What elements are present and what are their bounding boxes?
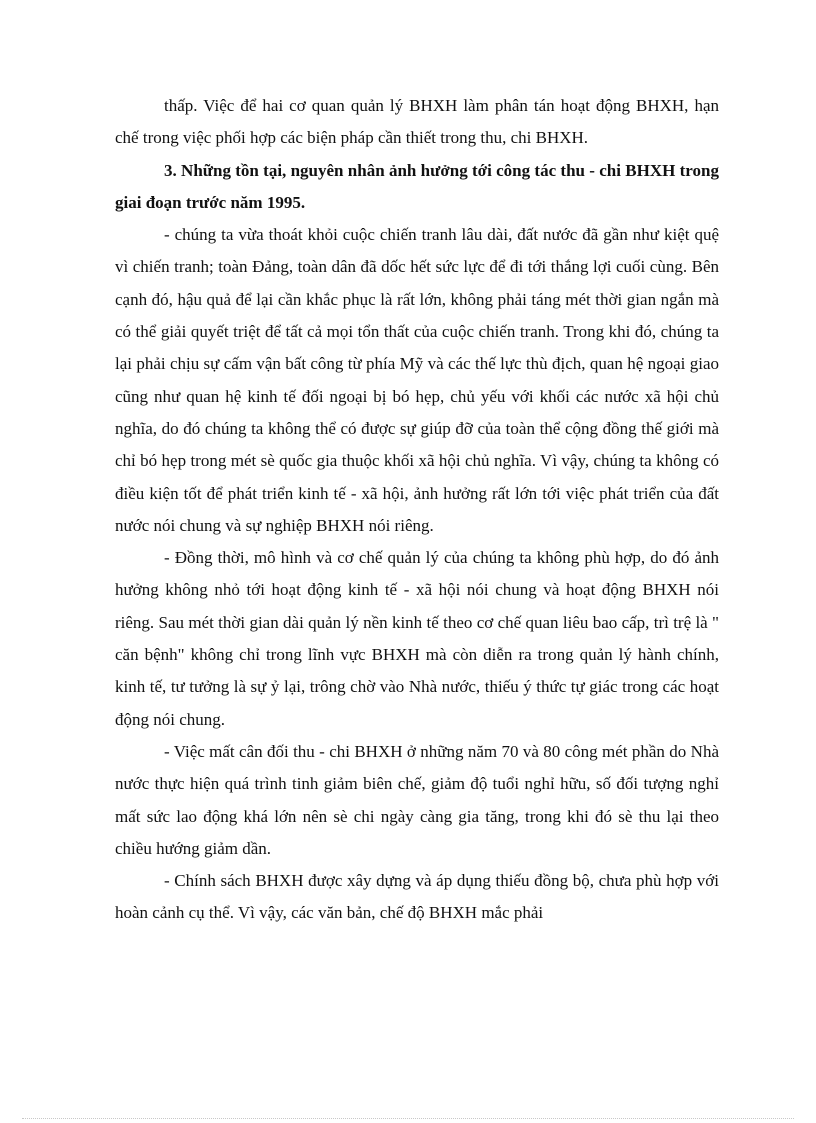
document-body: [115, 90, 719, 930]
paragraph-policy: - Chính sách BHXH được xây dựng và áp dụng thiếu đồng bộ, chưa phù hợp với hoàn cảnh cụ thể. Vì vậy, các văn bản, chế độ BHXH mắc phải: [115, 871, 719, 923]
paragraph-war-aftermath: - chúng ta vừa thoát khỏi cuộc chiến tranh lâu dài, đất nước đã gần như kiệt quệ vì chiến tranh; toàn Đảng, toàn dân đã dốc hết sức lực để đi tới thắng lợi cuối cùng. Bên cạnh đó, hậu quả để lại cần khắc phục là rất lớn, không phải táng mét thời gian ngắn mà có thể giải quyết triệt để tất cả mọi tổn thất của cuộc chiến tranh. Trong khi đó, chúng ta lại phải chịu sự cấm vận bất công từ phía Mỹ và các thế lực thù địch, quan hệ ngoại giao cũng như quan hệ kinh tế đối ngoại bị bó hẹp, chủ yếu với khối các nước xã hội chủ nghĩa, do đó chúng ta không thể có được sự giúp đỡ của toàn thể cộng đồng thế giới mà chỉ bó hẹp trong mét sè quốc gia thuộc khối xã hội chủ nghĩa. Vì vậy, chúng ta không có điều kiện tốt để phát triển kinh tế - xã hội, ảnh hưởng rất lớn tới việc phát triển của đất nước nói chung và sự nghiệp BHXH nói riêng.: [115, 225, 719, 535]
page-bottom-divider: [22, 1118, 794, 1119]
paragraph-imbalance: - Việc mất cân đối thu - chi BHXH ở những năm 70 và 80 công mét phần do Nhà nước thực hiện quá trình tinh giảm biên chế, giảm độ tuổi nghỉ hữu, số đối tượng nghỉ mất sức lao động khá lớn nên sè chi ngày càng gia tăng, trong khi đó sè thu lại theo chiều hướng giảm dần.: [115, 741, 719, 858]
section-heading: 3. Những tồn tại, nguyên nhân ảnh hưởng tới công tác thu - chi BHXH trong giai đoạn trước năm 1995.: [115, 160, 719, 212]
paragraph-continuation: thấp. Việc để hai cơ quan quản lý BHXH làm phân tán hoạt động BHXH, hạn chế trong việc phối hợp các biện pháp cần thiết trong thu, chi BHXH.: [115, 96, 719, 148]
paragraph-management-model: - Đồng thời, mô hình và cơ chế quản lý của chúng ta không phù hợp, do đó ảnh hưởng không nhỏ tới hoạt động kinh tế - xã hội nói chung và hoạt động BHXH nói riêng. Sau mét thời gian dài quản lý nền kinh tế theo cơ chế quan liêu bao cấp, trì trệ là " căn bệnh" không chỉ trong lĩnh vực BHXH mà còn diễn ra trong quản lý hành chính, kinh tế, tư tưởng là sự ỷ lại, trông chờ vào Nhà nước, thiếu ý thức tự giác trong các hoạt động nói chung.: [115, 548, 719, 729]
